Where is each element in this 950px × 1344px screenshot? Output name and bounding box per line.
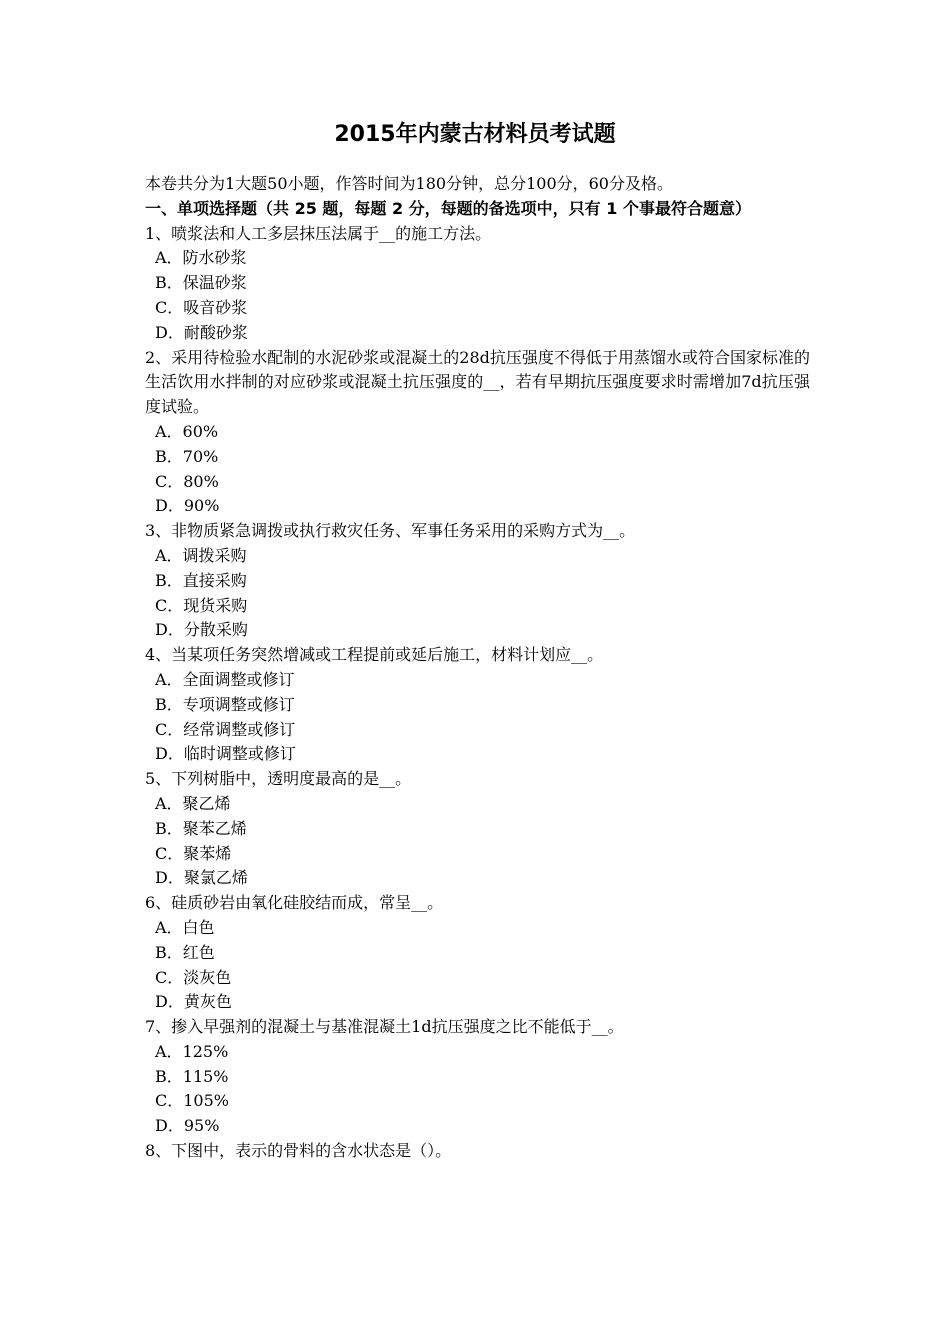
- answer-option: B．直接采购: [155, 570, 247, 590]
- exam-intro: 本卷共分为1大题50小题，作答时间为180分钟，总分100分，60分及格。: [145, 174, 673, 193]
- answer-option: C．经常调整或修订: [155, 719, 296, 739]
- question-list: [145, 222, 810, 1164]
- answer-option: D．分散采购: [155, 620, 248, 640]
- question-stem: 7、掺入早强剂的混凝土与基准混凝土1d抗压强度之比不能低于__。: [145, 1017, 624, 1037]
- answer-option: B．70%: [155, 446, 219, 466]
- answer-option: C．现货采购: [155, 595, 248, 615]
- answer-option: D．95%: [155, 1116, 220, 1136]
- question-item: [145, 767, 810, 891]
- question-item: [145, 643, 810, 767]
- question-item: [145, 519, 810, 643]
- answer-option: D．90%: [155, 496, 220, 516]
- section-heading: 一、单项选择题（共 25 题，每题 2 分，每题的备选项中，只有 1 个事最符合题意）: [145, 198, 751, 218]
- question-stem: 8、下图中，表示的骨料的含水状态是（）。: [145, 1141, 452, 1161]
- answer-option: A．全面调整或修订: [155, 669, 295, 689]
- answer-option: C．105%: [155, 1091, 229, 1111]
- question-stem: 6、硅质砂岩由氧化硅胶结而成，常呈__。: [145, 893, 444, 913]
- question-stem: 1、喷浆法和人工多层抹压法属于__的施工方法。: [145, 223, 492, 243]
- answer-option: C．淡灰色: [155, 967, 232, 987]
- question-stem: 2、采用待检验水配制的水泥砂浆或混凝土的28d抗压强度不得低于用蒸馏水或符合国家标准的生活饮用水拌制的对应砂浆或混凝土抗压强度的__，若有早期抗压强度要求时需增加7d抗压强度试验。: [145, 347, 810, 417]
- question-item: [145, 891, 810, 1015]
- answer-option: B．保温砂浆: [155, 273, 247, 293]
- answer-option: B．红色: [155, 942, 215, 962]
- question-item: [145, 1139, 810, 1164]
- document-title: 2015年内蒙古材料员考试题: [334, 122, 616, 147]
- answer-option: D．耐酸砂浆: [155, 322, 248, 342]
- answer-option: A．防水砂浆: [155, 248, 247, 268]
- answer-option: D．聚氯乙烯: [155, 868, 248, 888]
- question-item: [145, 1015, 810, 1139]
- answer-option: B．专项调整或修订: [155, 694, 295, 714]
- answer-option: B．聚苯乙烯: [155, 818, 247, 838]
- document-body: [145, 172, 810, 1164]
- question-stem: 4、当某项任务突然增减或工程提前或延后施工，材料计划应__。: [145, 645, 604, 665]
- answer-option: A．聚乙烯: [155, 793, 231, 813]
- question-stem: 5、下列树脂中，透明度最高的是__。: [145, 769, 412, 789]
- question-stem: 3、非物质紧急调拨或执行救灾任务、军事任务采用的采购方式为__。: [145, 521, 636, 541]
- answer-option: C．80%: [155, 471, 219, 491]
- answer-option: C．聚苯烯: [155, 843, 232, 863]
- answer-option: D．黄灰色: [155, 992, 232, 1012]
- answer-option: C．吸音砂浆: [155, 297, 248, 317]
- answer-option: A．白色: [155, 917, 215, 937]
- question-item: [145, 222, 810, 346]
- answer-option: B．115%: [155, 1066, 229, 1086]
- answer-option: A．调拨采购: [155, 545, 247, 565]
- answer-option: A．125%: [155, 1041, 229, 1061]
- question-item: [145, 346, 810, 520]
- answer-option: D．临时调整或修订: [155, 744, 296, 764]
- answer-option: A．60%: [155, 421, 219, 441]
